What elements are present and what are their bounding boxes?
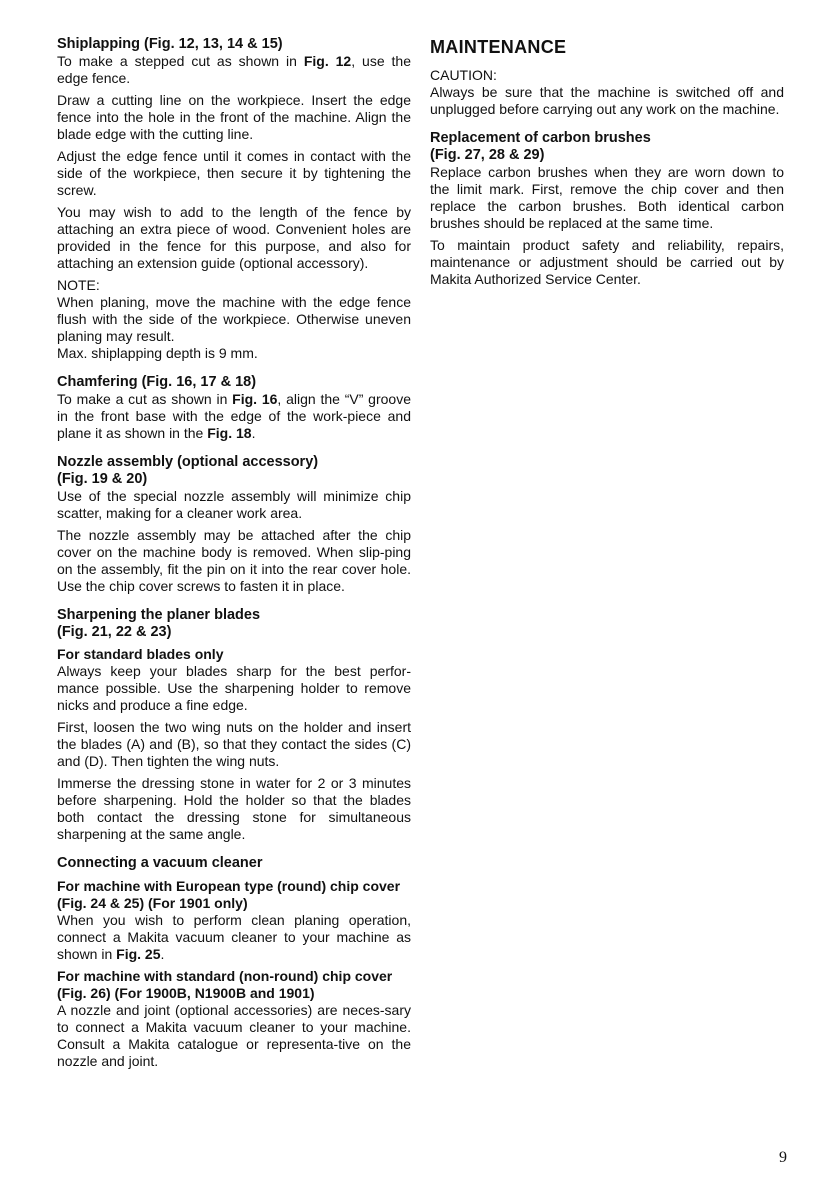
- text: To make a stepped cut as shown in: [57, 53, 304, 69]
- paragraph: First, loosen the two wing nuts on the holder and insert the blades (A) and (B), so that they contact the sides (C) and (D). Then tighten the wing nuts.: [57, 719, 411, 769]
- section-title-sharpening-figs: (Fig. 21, 22 & 23): [57, 624, 172, 640]
- section-nozzle: [57, 454, 411, 595]
- subsection-title: For standard blades only: [57, 646, 224, 662]
- figure-reference: Fig. 25: [116, 946, 161, 962]
- right-column: [430, 36, 784, 300]
- paragraph: A nozzle and joint (optional accessories) are neces-sary to connect a Makita vacuum cleaner to your machine. Consult a Makita catalogue or representa-tive on the nozzle and joint.: [57, 1002, 411, 1069]
- section-title-nozzle-figs: (Fig. 19 & 20): [57, 471, 148, 487]
- section-title-chamfering: Chamfering (Fig. 16, 17 & 18): [57, 374, 257, 390]
- left-column: [57, 36, 411, 1082]
- section-sharpening: [57, 607, 411, 843]
- section-title-shiplapping: Shiplapping (Fig. 12, 13, 14 & 15): [57, 36, 283, 52]
- section-shiplapping: [57, 36, 411, 362]
- figure-reference: Fig. 18: [207, 425, 252, 441]
- paragraph: To maintain product safety and reliability, repairs, maintenance or adjustment should be carried out by Makita Authorized Service Center.: [430, 237, 784, 287]
- paragraph: Use of the special nozzle assembly will minimize chip scatter, making for a cleaner work area.: [57, 488, 411, 521]
- paragraph: Always keep your blades sharp for the best perfor-mance possible. Use the sharpening holder to remove nicks and produce a fine edge.: [57, 663, 411, 713]
- page-number: 9: [779, 1149, 787, 1166]
- paragraph: [57, 53, 411, 87]
- figure-reference: Fig. 12: [303, 53, 352, 69]
- paragraph: [57, 912, 411, 963]
- section-vacuum: [57, 855, 411, 1070]
- text: When you wish to perform clean planing operation, connect a Makita vacuum cleaner to your machine as shown in: [57, 912, 411, 962]
- text: .: [160, 946, 165, 962]
- paragraph: The nozzle assembly may be attached after the chip cover on the machine body is removed. When slip-ping on the assembly, fit the pin on it into the rear cover hole. Use the chip cover screws to fasten it in place.: [57, 527, 411, 594]
- note-text: When planing, move the machine with the edge fence flush with the side of the workpiece. Otherwise uneven planing may result.: [57, 294, 411, 344]
- caution-text: Always be sure that the machine is switched off and unplugged before carrying out any work on the machine.: [430, 84, 784, 117]
- caution-label: CAUTION:: [430, 67, 497, 83]
- paragraph: Draw a cutting line on the workpiece. Insert the edge fence into the hole in the front of the machine. Align the blade edge with the cutting line.: [57, 92, 411, 142]
- section-title-brushes: Replacement of carbon brushes: [430, 130, 651, 146]
- text: , align the “V” groove in the front base with the edge of the work-piece and plane it as shown in the: [57, 391, 411, 441]
- section-title-nozzle: Nozzle assembly (optional accessory): [57, 454, 319, 470]
- figure-reference: Fig. 16: [232, 391, 278, 407]
- section-maintenance: [430, 36, 784, 118]
- subsection-title: For machine with European type (round) chip cover (Fig. 24 & 25) (For 1901 only): [57, 878, 401, 911]
- paragraph: Immerse the dressing stone in water for 2 or 3 minutes before sharpening. Hold the holder so that the blades both contact the dressing stone for simultaneous sharpening at the same angle.: [57, 775, 411, 842]
- subsection-title: For machine with standard (non-round) chip cover (Fig. 26) (For 1900B, N1900B and 1901): [57, 968, 393, 1001]
- text: .: [251, 425, 256, 441]
- text: , use the edge fence.: [57, 53, 412, 86]
- section-title-sharpening: Sharpening the planer blades: [57, 607, 261, 623]
- paragraph: Replace carbon brushes when they are worn down to the limit mark. First, remove the chip cover and then replace the carbon brushes. Both identical carbon brushes should be replaced at the same time.: [430, 164, 784, 231]
- paragraph: You may wish to add to the length of the fence by attaching an extra piece of wood. Convenient holes are provided in the fence for this purpose, and also for attaching an extension guide (optional accessory).: [57, 204, 411, 271]
- note-label: NOTE:: [57, 277, 100, 293]
- section-chamfering: [57, 374, 411, 442]
- section-brushes: [430, 130, 784, 288]
- paragraph: Adjust the edge fence until it comes in contact with the side of the workpiece, then secure it by tightening the screw.: [57, 148, 411, 198]
- section-title-vacuum: Connecting a vacuum cleaner: [57, 855, 263, 871]
- max-depth-text: Max. shiplapping depth is 9 mm.: [57, 345, 258, 361]
- text: To make a cut as shown in: [57, 391, 233, 407]
- paragraph: [57, 391, 411, 442]
- section-title-maintenance: MAINTENANCE: [430, 37, 567, 57]
- section-title-brushes-figs: (Fig. 27, 28 & 29): [430, 147, 545, 163]
